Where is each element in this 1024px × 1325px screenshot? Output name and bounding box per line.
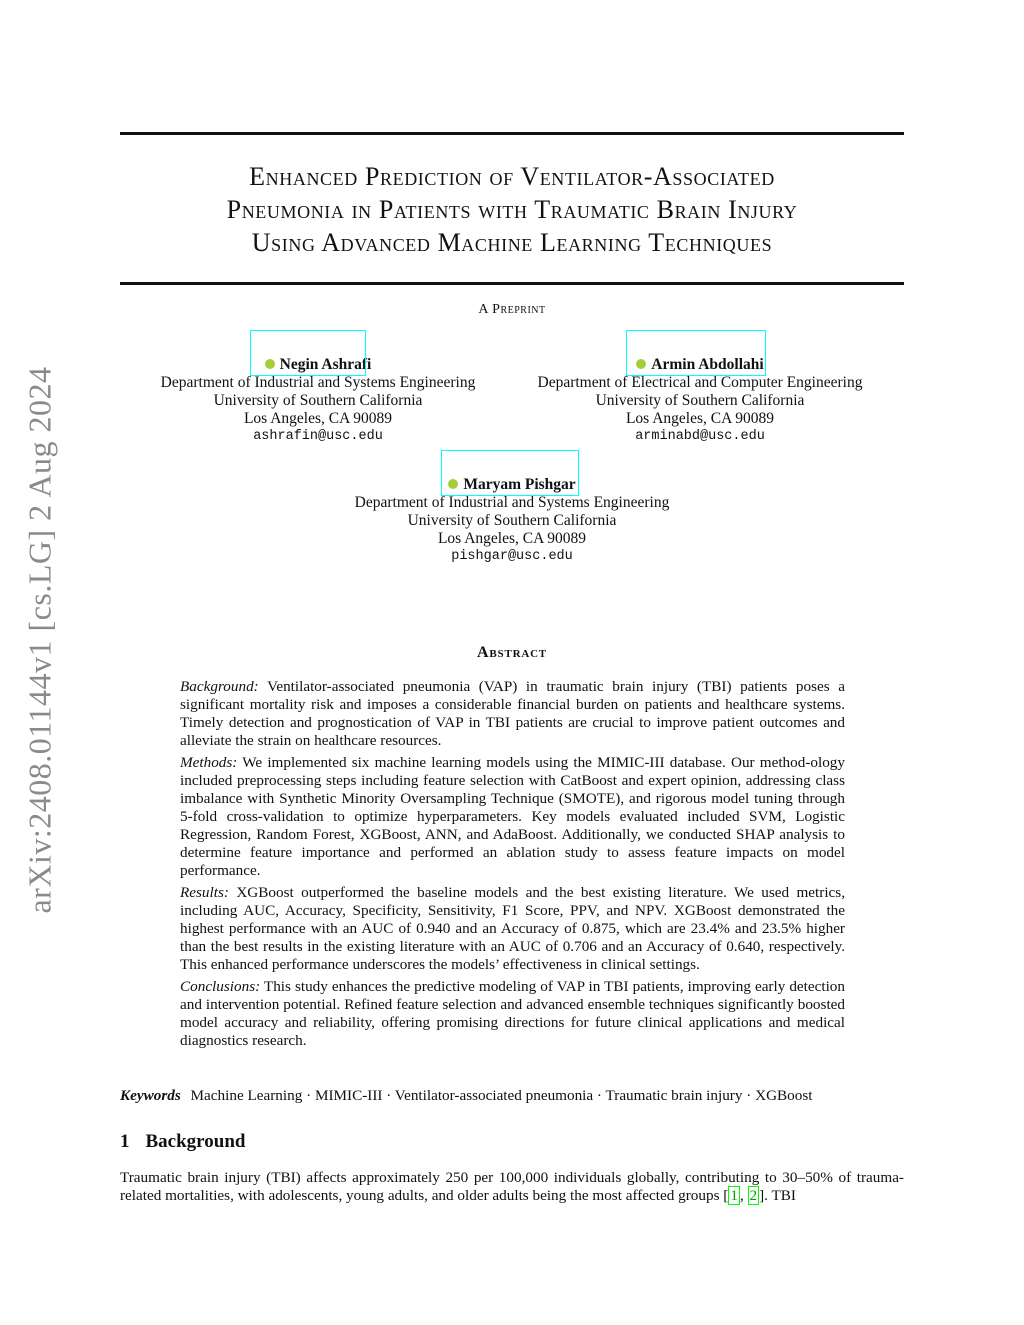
citation-separator: , (739, 1187, 748, 1204)
abstract-label: Conclusions: (180, 978, 261, 995)
abstract-text: This study enhances the predictive modeling of VAP in TBI patients, improving early detection and intervention potential. Refined feature selection and advanced ensemble techniques significantly boosted model accuracy and reliability, offering promising directions for future clinical applications and medical diagnostics research. (180, 978, 845, 1049)
title-line: Pneumonia in Patients with Traumatic Brain Injury (226, 195, 798, 224)
author-name-link[interactable] (448, 476, 575, 494)
paper-title (120, 160, 904, 259)
preprint-label: A Preprint (478, 302, 546, 317)
author-location: Los Angeles, CA 90089 (625, 410, 775, 427)
abstract-paragraph (180, 678, 845, 750)
author-department: Department of Industrial and Systems Engineering (354, 494, 670, 511)
author-name: Armin Abdollahi (651, 356, 764, 373)
author-block (128, 356, 508, 446)
author-email[interactable]: arminabd@usc.edu (635, 429, 765, 444)
author-name-link[interactable] (636, 356, 763, 374)
abstract-paragraph (180, 754, 845, 880)
author-department: Department of Electrical and Computer Engineering (537, 374, 863, 391)
abstract-text: XGBoost outperformed the baseline models and the best existing literature. We used metrics, including AUC, Accuracy, Specificity, Sensitivity, F1 Score, PPV, and NPV. XGBoost demonstrated the highest performance with an AUC of 0.940 and an Accuracy of 0.875, which are 23.4% and 23.5% higher than the best results in the existing literature with an AUC of 0.706 and an Accuracy of 0.640, respectively. This enhanced performance underscores the models’ effectiveness in clinical settings. (180, 884, 845, 973)
abstract-body (180, 678, 845, 1054)
citation-link[interactable]: 2 (749, 1187, 758, 1204)
author-name: Negin Ashrafi (279, 356, 372, 373)
paragraph-text: Traumatic brain injury (TBI) affects approximately 250 per 100,000 individuals globally, contributing to 30–50% of trauma-related mortalities, with adolescents, young adults, and older adults being the most affected groups [ (120, 1169, 904, 1204)
author-location: Los Angeles, CA 90089 (437, 530, 587, 547)
author-university: University of Southern California (213, 392, 423, 409)
abstract-text: Ventilator-associated pneumonia (VAP) in traumatic brain injury (TBI) patients poses a significant mortality risk and imposes a considerable financial burden on patients and healthcare systems. Timely detection and prognostication of VAP in TBI patients are crucial to improve patient outcomes and alleviate the strain on healthcare resources. (180, 678, 845, 749)
keywords (120, 1087, 904, 1105)
section-title: Background (145, 1131, 246, 1152)
paragraph-text: ]. TBI (759, 1187, 796, 1204)
section-paragraph (120, 1169, 904, 1205)
orcid-icon[interactable] (636, 359, 646, 369)
title-rule-bottom (120, 282, 904, 285)
arxiv-identifier: arXiv:2408.01144v1 [cs.LG] 2 Aug 2024 (21, 366, 58, 914)
author-name-link[interactable] (265, 356, 372, 374)
abstract-text: We implemented six machine learning models using the MIMIC-III database. Our method-ology included preprocessing steps including feature selection with CatBoost and expert opinion, addressing class imbalance with Synthetic Minority Oversampling Technique (SMOTE), and rigorous model tuning through 5-fold cross-validation to optimize hyperparameters. Key models evaluated included SVM, Logistic Regression, Random Forest, XGBoost, ANN, and AdaBoost. Additionally, we conducted SHAP analysis to determine feature importance and performed an ablation study to assess feature impacts on model performance. (180, 754, 845, 879)
citation-link[interactable]: 1 (730, 1187, 738, 1204)
abstract-paragraph (180, 978, 845, 1050)
abstract-label: Methods: (180, 754, 238, 771)
author-university: University of Southern California (407, 512, 617, 529)
keywords-text: Machine Learning · MIMIC-III · Ventilator-associated pneumonia · Traumatic brain injury · XGBoost (190, 1087, 813, 1104)
orcid-icon[interactable] (265, 359, 275, 369)
title-line: Enhanced Prediction of Ventilator-Associated (249, 162, 775, 191)
author-block (510, 356, 890, 446)
orcid-icon[interactable] (448, 479, 458, 489)
author-department: Department of Industrial and Systems Engineering (160, 374, 476, 391)
title-line: Using Advanced Machine Learning Techniques (251, 228, 773, 257)
section-heading (120, 1131, 245, 1153)
abstract-label: Results: (180, 884, 229, 901)
section-number: 1 (120, 1131, 130, 1152)
title-rule-top (120, 132, 904, 135)
author-email[interactable]: ashrafin@usc.edu (253, 429, 383, 444)
author-email[interactable]: pishgar@usc.edu (451, 549, 573, 564)
keywords-label: Keywords (120, 1087, 181, 1104)
author-location: Los Angeles, CA 90089 (243, 410, 393, 427)
abstract-heading: Abstract (477, 644, 547, 661)
author-name: Maryam Pishgar (463, 476, 576, 493)
author-block (312, 476, 712, 566)
author-university: University of Southern California (595, 392, 805, 409)
abstract-paragraph (180, 884, 845, 974)
abstract-label: Background: (180, 678, 259, 695)
